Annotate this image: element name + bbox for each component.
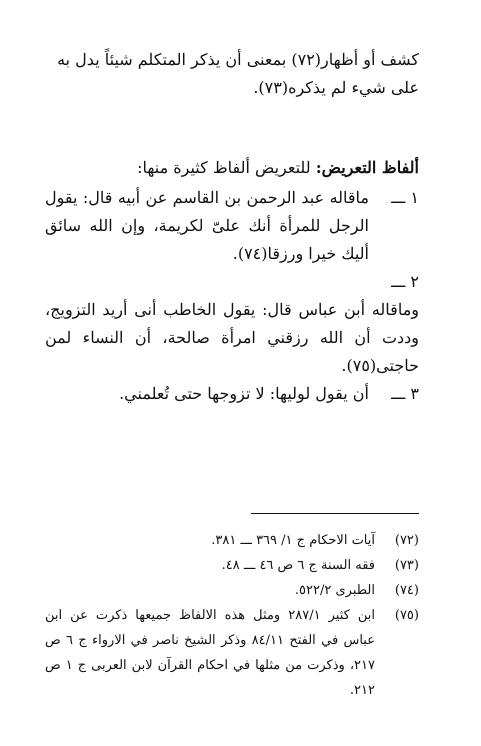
main-text [45,46,419,408]
footnote [45,603,419,703]
list-item-text: ماقاله عبد الرحمن بن القاسم عن أبيه قال: يقول الرجل للمرأة أنك علىّ لكريمة، وإن الله سائق أليك خيرا ورزقا(٧٤). [45,188,369,263]
footnote-divider [251,513,419,514]
list-item-text: أن يقول لوليها: لا تزوجها حتى تُعلمني. [119,384,369,403]
footnote-number: (٧٥) [394,608,419,623]
footnote-number: (٧٣) [394,558,419,573]
footnotes [45,528,419,703]
list-item-1 [45,184,419,268]
footnote-text: الطبرى ٥٢٢/٢. [294,583,375,598]
footnote-text: آيات الاحكام ج ١/ ٣٦٩ ـــ ٣٨١. [211,533,375,548]
list-item-text: وماقاله أبن عباس قال: يقول الخاطب أنى أريد التزويج، وددت أن الله رزقني امرأة صالحة، أن النساء لمن حاجتى(٧٥). [45,300,419,375]
footnote-number: (٧٢) [394,533,419,548]
intro-paragraph [45,46,419,102]
list-item-number: ٣ ـــ [391,384,419,403]
list-item-3 [45,380,419,408]
list-item-2 [45,268,419,380]
footnote-text: فقه السنة ج ٦ ص ٤٦ ـــ ٤٨. [221,558,375,573]
intro-line-1: كشف أو أظهار(٧٢) بمعنى أن يذكر المتكلم شيئاً يدل به [57,50,419,69]
section-heading-term: ألفاظ التعريض: [315,158,419,177]
list-item-number: ١ ـــ [391,188,419,207]
footnote [45,528,419,553]
section-heading [45,154,419,182]
footnote-number: (٧٤) [394,583,419,598]
list-item-number: ٢ ـــ [391,272,419,291]
intro-line-2: على شيء لم يذكره(٧٣). [253,78,419,97]
section-heading-rest: للتعريض ألفاظ كثيرة منها: [137,158,316,177]
footnote [45,553,419,578]
footnote-text: ابن كثير ٢٨٧/١ ومثل هذه الالفاظ جميعها ذكرت عن ابن عباس في الفتح ٨٤/١١ وذكر الشيخ ناصر في الارواء ج ٦ ص ٢١٧، وذكرت من مثلها في احكام القرآن لابن العربى ج ١ ص ٢١٢. [45,608,375,698]
footnote [45,578,419,603]
